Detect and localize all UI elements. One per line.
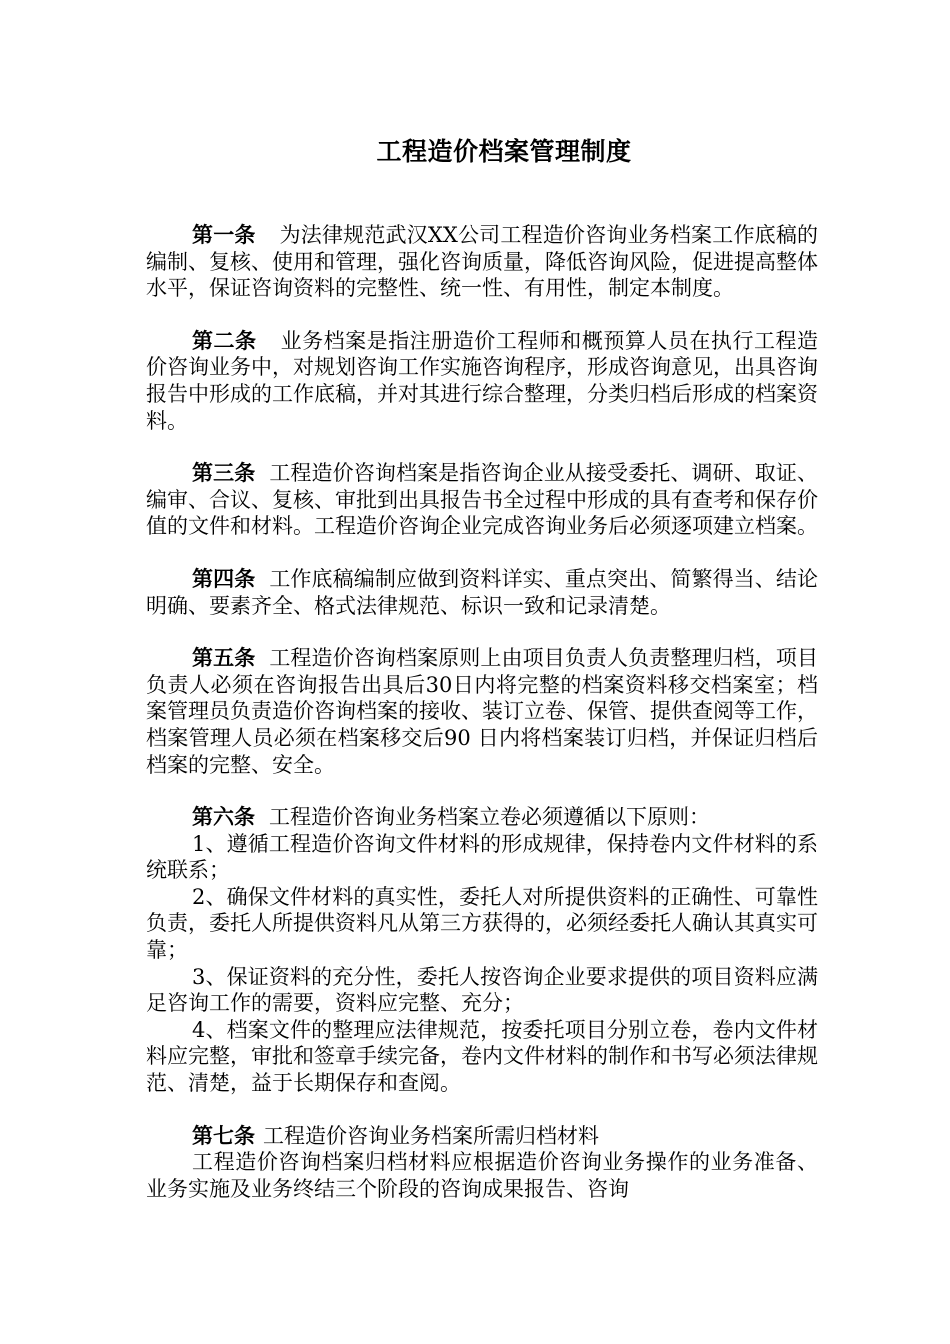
article-heading: 第一条	[192, 223, 256, 247]
article-text: 工作底稿编制应做到资料详实、重点突出、简繁得当、结论明确、要素齐全、格式法律规范、标识一致和记录清楚。	[146, 566, 819, 618]
article-4	[146, 566, 818, 619]
article-heading: 第五条	[192, 646, 256, 671]
list-item: 3、保证资料的充分性，委托人按咨询企业要求提供的项目资料应满足咨询工作的需要，资料应完整、充分；	[146, 964, 818, 1016]
article-7-intro	[146, 1123, 818, 1150]
document-title: 工程造价档案管理制度	[376, 137, 632, 166]
article-heading: 第六条	[192, 805, 255, 830]
list-item: 1、遵循工程造价咨询文件材料的形成规律，保持卷内文件材料的系统联系；	[146, 831, 818, 883]
article-text: 工程造价咨询档案原则上由项目负责人负责整理归档，项目负责人必须在咨询报告出具后30日内将完整的档案资料移交档案室；档案管理员负责造价咨询档案的接收、装订立卷、保管、提供查阅等工作，档案管理人员必须在档案移交后90 日内将档案装订归档，并保证归档后档案的完整、安全。	[146, 646, 819, 777]
list-item: 2、确保文件材料的真实性，委托人对所提供资料的正确性、可靠性负责，委托人所提供资料凡从第三方获得的，必须经委托人确认其真实可靠；	[146, 884, 818, 963]
article-text: 工程造价咨询档案是指咨询企业从接受委托、调研、取证、编审、合议、复核、审批到出具报告书全过程中形成的具有查考和保存价值的文件和材料。工程造价咨询企业完成咨询业务后必须逐项建立档案。	[146, 461, 819, 539]
article-heading: 第三条	[192, 461, 256, 486]
document-body	[146, 222, 818, 1228]
article-heading: 第二条	[192, 328, 257, 353]
article-text: 业务档案是指注册造价工程师和概预算人员在执行工程造价咨询业务中，对规划咨询工作实施咨询程序，形成咨询意见，出具咨询报告中形成的工作底稿，并对其进行综合整理，分类归档后形成的档案资料。	[146, 328, 819, 433]
list-item: 4、档案文件的整理应法律规范，按委托项目分别立卷，卷内文件材料应完整，审批和签章手续完备，卷内文件材料的制作和书写必须法律规范、清楚，益于长期保存和查阅。	[146, 1017, 818, 1096]
article-heading: 第四条	[192, 566, 256, 591]
article-heading: 第七条	[192, 1123, 255, 1148]
article-text: 工程造价咨询业务档案立卷必须遵循以下原则：	[269, 805, 710, 830]
article-5	[146, 645, 818, 778]
paragraph: 工程造价咨询档案归档材料应根据造价咨询业务操作的业务准备、业务实施及业务终结三个阶段的咨询成果报告、咨询	[146, 1150, 818, 1201]
article-6-intro	[146, 804, 818, 831]
article-7	[146, 1123, 818, 1203]
article-text: 为法律规范武汉XX公司工程造价咨询业务档案工作底稿的编制、复核、使用和管理，强化咨询质量，降低咨询风险，促进提高整体水平，保证咨询资料的完整性、统一性、有用性，制定本制度。	[146, 223, 819, 301]
article-3	[146, 460, 818, 540]
article-6	[146, 804, 818, 1097]
article-text: 工程造价咨询业务档案所需归档材料	[263, 1123, 599, 1148]
article-2	[146, 328, 818, 434]
article-1	[146, 222, 818, 302]
